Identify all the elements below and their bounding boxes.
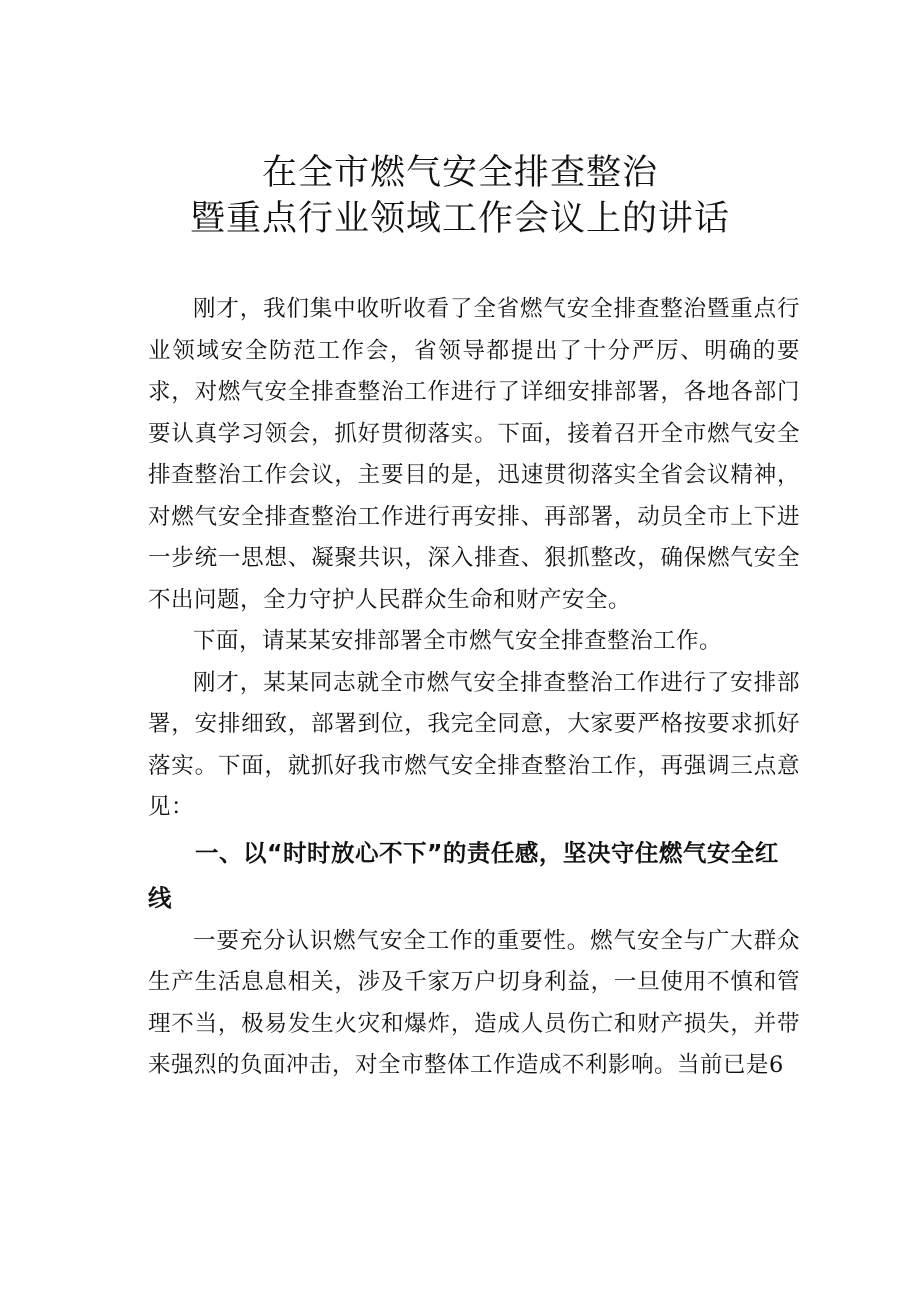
paragraph-remarks: 刚才，某某同志就全市燃气安全排查整治工作进行了安排部署，安排细致，部署到位，我完全同意，大家要严格按要求抓好落实。下面，就抓好我市燃气安全排查整治工作，再强调三点意见：	[148, 669, 800, 820]
paragraph-arrangement: 下面，请某某安排部署全市燃气安全排查整治工作。	[193, 628, 723, 654]
title-line-2: 暨重点行业领域工作会议上的讲话	[189, 199, 730, 239]
document-title	[120, 150, 800, 242]
document-body	[148, 289, 800, 1087]
paragraph-opening: 刚才，我们集中收听收看了全省燃气安全排查整治暨重点行业领域安全防范工作会，省领导都提出了十分严厉、明确的要求，对燃气安全排查整治工作进行了详细安排部署，各地各部门要认真学习领会，抓好贯彻落实。下面，接着召开全市燃气安全排查整治工作会议，主要目的是，迅速贯彻落实全省会议精神，对燃气安全排查整治工作进行再安排、再部署，动员全市上下进一步统一思想、凝聚共识，深入排查、狠抓整改，确保燃气安全不出问题，全力守护人民群众生命和财产安全。	[148, 296, 800, 613]
section-heading-1: 一、以“时时放心不下”的责任感，坚决守住燃气安全红线	[148, 838, 779, 912]
title-line-1: 在全市燃气安全排查整治	[261, 153, 658, 193]
section-1-paragraph: 一要充分认识燃气安全工作的重要性。燃气安全与广大群众生产生活息息相关，涉及千家万户切身利益，一旦使用不慎和管理不当，极易发生火灾和爆炸，造成人员伤亡和财产损失，并带来强烈的负面冲击，对全市整体工作造成不利影响。当前已是6	[148, 927, 800, 1078]
